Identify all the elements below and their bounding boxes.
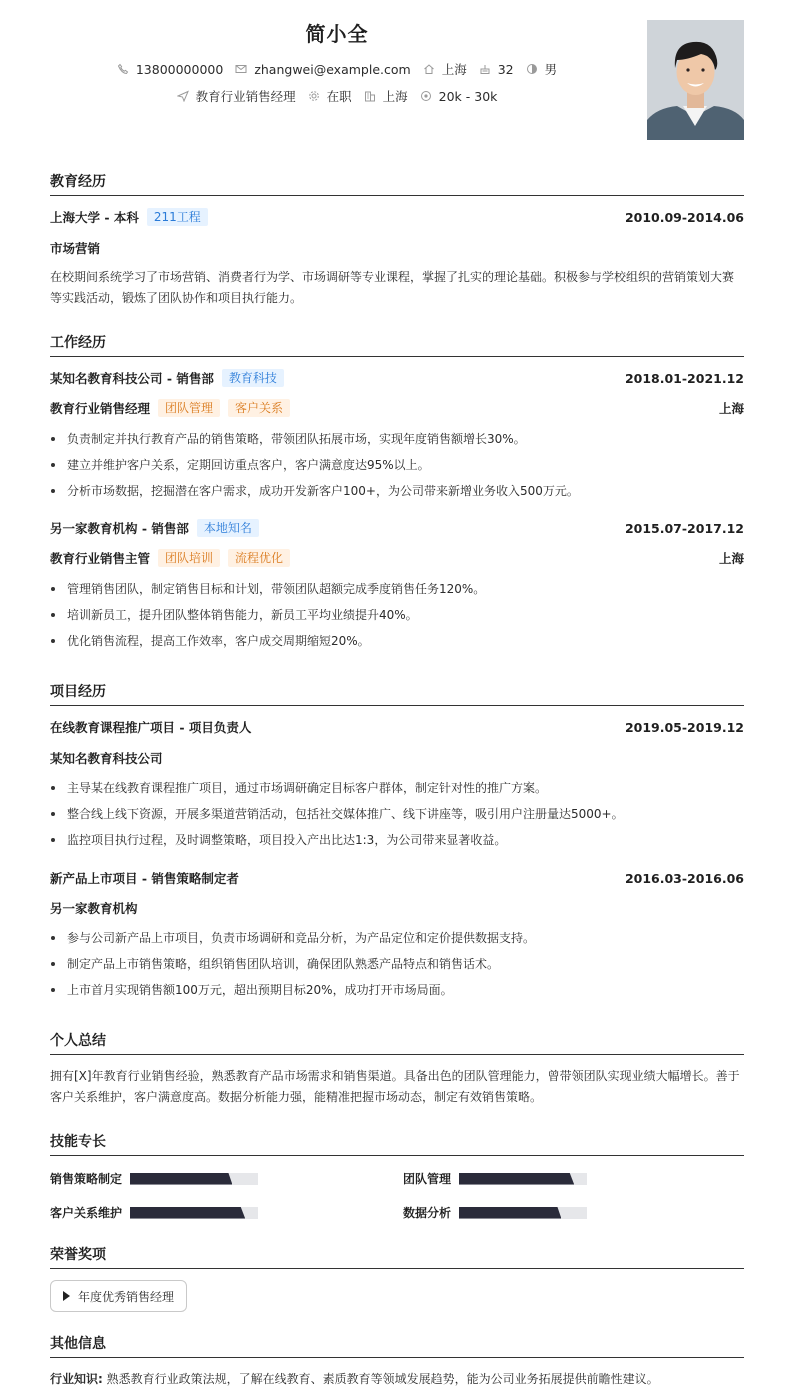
job-target-item [177, 87, 296, 105]
work-2-header-row [50, 519, 744, 537]
gear-icon [308, 90, 320, 102]
job-info-row [50, 87, 624, 105]
salary-text: 20k - 30k [438, 88, 498, 104]
list-item: 监控项目执行过程，及时调整策略，项目投入产出比达1:3，为公司带来显著收益。 [50, 831, 744, 857]
skill-name: 客户关系维护 [50, 1206, 123, 1220]
work-1-position-group [50, 399, 290, 417]
age-item [479, 62, 514, 77]
home-icon [423, 63, 435, 75]
work-2-location: 上海 [718, 551, 744, 566]
list-item: 建立并维护客户关系，定期回访重点客户，客户满意度达95%以上。 [50, 456, 744, 482]
school-name: 上海大学 - 本科 [50, 210, 139, 225]
project-2-bullets [50, 929, 744, 1007]
summary-section-title: 个人总结 [50, 1030, 744, 1055]
other-info-text: 熟悉教育行业政策法规，了解在线教育、素质教育等领域发展趋势，能为公司业务拓展提供前瞻性建议。 [106, 1372, 659, 1386]
send-icon [177, 90, 189, 102]
gender-text: 男 [544, 62, 558, 77]
list-item: 培训新员工，提升团队整体销售能力，新员工平均业绩提升40%。 [50, 606, 744, 632]
project-1-org: 某知名教育科技公司 [50, 751, 163, 766]
status-item [308, 87, 352, 105]
education-major-row [50, 239, 744, 257]
email-item [235, 62, 410, 77]
project-2-name: 新产品上市项目 - 销售策略制定者 [50, 871, 239, 886]
work-section-title: 工作经历 [50, 332, 744, 357]
work-1-location: 上海 [718, 401, 744, 416]
age-text: 32 [497, 61, 514, 77]
phone-text: 13800000000 [135, 61, 224, 77]
work-1-header-row [50, 369, 744, 387]
job-target-text: 教育行业销售经理 [195, 89, 296, 104]
skill-name: 团队管理 [403, 1172, 452, 1186]
contact-info-row [50, 60, 624, 78]
city-item [423, 60, 467, 78]
skill-bar-fill [459, 1173, 574, 1185]
work-1-tag-2: 客户关系 [228, 399, 290, 417]
skill-item [50, 1204, 258, 1221]
work-2-bullets [50, 580, 744, 658]
work-2-position-row [50, 549, 744, 567]
phone-item [117, 62, 223, 77]
list-item: 管理销售团队，制定销售目标和计划，带领团队超额完成季度销售任务120%。 [50, 580, 744, 606]
summary-text: 拥有[X]年教育行业销售经验，熟悉教育产品市场需求和销售渠道。具备出色的团队管理能力，曾带领团队实现业绩大幅增长。善于客户关系维护，客户满意度高。数据分析能力强，能精准把握市场动态，制定有效销售策略。 [50, 1069, 740, 1104]
project-1-period: 2019.05-2019.12 [624, 719, 744, 735]
award-toggle-button[interactable] [50, 1280, 187, 1312]
list-item: 整合线上线下资源，开展多渠道营销活动，包括社交媒体推广、线下讲座等，吸引用户注册量达5000+。 [50, 805, 744, 831]
other-section-title: 其他信息 [50, 1333, 744, 1358]
project-2-header-row [50, 869, 744, 887]
awards-section-title: 荣誉奖项 [50, 1244, 744, 1269]
work-2-tag-1: 团队培训 [158, 549, 220, 567]
work-1-position: 教育行业销售经理 [50, 401, 151, 416]
work-2-company-tag: 本地知名 [197, 519, 259, 537]
work-2-position: 教育行业销售主管 [50, 551, 151, 566]
work-1-company: 某知名教育科技公司 - 销售部 [50, 371, 214, 386]
city-text: 上海 [441, 62, 467, 77]
work-1-bullets [50, 430, 744, 508]
work-1-company-tag: 教育科技 [222, 369, 284, 387]
skill-bar [130, 1173, 258, 1185]
project-1-bullets [50, 779, 744, 857]
skill-bar-fill [130, 1207, 245, 1219]
education-header-row [50, 208, 744, 226]
skill-bar [459, 1173, 587, 1185]
gender-item [526, 60, 558, 78]
skill-bar-fill [459, 1207, 561, 1219]
list-item: 制定产品上市销售策略，组织销售团队培训，确保团队熟悉产品特点和销售话术。 [50, 955, 744, 981]
skill-item [403, 1204, 587, 1221]
education-section-title: 教育经历 [50, 171, 744, 196]
project-1-header-row [50, 718, 744, 736]
work-1-position-row [50, 399, 744, 417]
list-item: 负责制定并执行教育产品的销售策略，带领团队拓展市场，实现年度销售额增长30%。 [50, 430, 744, 456]
candidate-name: 简小全 [305, 22, 369, 46]
target-city-text: 上海 [382, 89, 408, 104]
work-1-period: 2018.01-2021.12 [624, 370, 744, 386]
project-1-org-row [50, 749, 744, 767]
work-1-company-group [50, 369, 284, 387]
list-item: 优化销售流程，提高工作效率，客户成交周期缩短20%。 [50, 632, 744, 658]
projects-section-title: 项目经历 [50, 681, 744, 706]
email-text: zhangwei@example.com [254, 61, 411, 77]
work-2-company: 另一家教育机构 - 销售部 [50, 521, 189, 536]
gender-icon [526, 63, 538, 75]
list-item: 分析市场数据，挖掘潜在客户需求，成功开发新客户100+，为公司带来新增业务收入500万元。 [50, 482, 744, 508]
skill-item [403, 1170, 587, 1187]
list-item: 主导某在线教育课程推广项目，通过市场调研确定目标客户群体，制定针对性的推广方案。 [50, 779, 744, 805]
skill-item [50, 1170, 258, 1187]
project-2-org: 另一家教育机构 [50, 901, 138, 916]
building-icon [364, 90, 376, 102]
skill-name: 数据分析 [403, 1206, 452, 1220]
profile-photo [647, 20, 744, 140]
work-2-tag-2: 流程优化 [228, 549, 290, 567]
education-school-group [50, 208, 208, 226]
work-2-period: 2015.07-2017.12 [624, 520, 744, 536]
work-2-position-group [50, 549, 290, 567]
other-info-line [50, 1369, 744, 1390]
skill-bar-fill [130, 1173, 232, 1185]
caret-right-icon [63, 1291, 70, 1301]
list-item: 参与公司新产品上市项目，负责市场调研和竞品分析，为产品定位和定价提供数据支持。 [50, 929, 744, 955]
skill-name: 销售策略制定 [50, 1172, 123, 1186]
skill-bar [130, 1207, 258, 1219]
other-info-label: 行业知识: [50, 1372, 103, 1386]
target-city-item [364, 87, 408, 105]
school-tag: 211工程 [147, 208, 208, 226]
work-1-tag-1: 团队管理 [158, 399, 220, 417]
project-2-period: 2016.03-2016.06 [624, 870, 744, 886]
status-text: 在职 [326, 89, 352, 104]
salary-item [420, 89, 498, 104]
cake-icon [479, 63, 491, 75]
skill-bar [459, 1207, 587, 1219]
award-label: 年度优秀销售经理 [78, 1289, 175, 1304]
work-2-company-group [50, 519, 259, 537]
phone-icon [117, 63, 129, 75]
project-2-org-row [50, 899, 744, 917]
mail-icon [235, 63, 247, 75]
list-item: 上市首月实现销售额100万元，超出预期目标20%，成功打开市场局面。 [50, 981, 744, 1007]
avatar-illustration [647, 20, 744, 140]
skills-section-title: 技能专长 [50, 1131, 744, 1156]
money-icon [420, 90, 432, 102]
education-period: 2010.09-2014.06 [624, 209, 744, 225]
project-1-name: 在线教育课程推广项目 - 项目负责人 [50, 720, 252, 735]
major-name: 市场营销 [50, 241, 101, 256]
education-description: 在校期间系统学习了市场营销、消费者行为学、市场调研等专业课程，掌握了扎实的理论基础。积极参与学校组织的营销策划大赛等实践活动，锻炼了团队协作和项目执行能力。 [50, 270, 735, 305]
